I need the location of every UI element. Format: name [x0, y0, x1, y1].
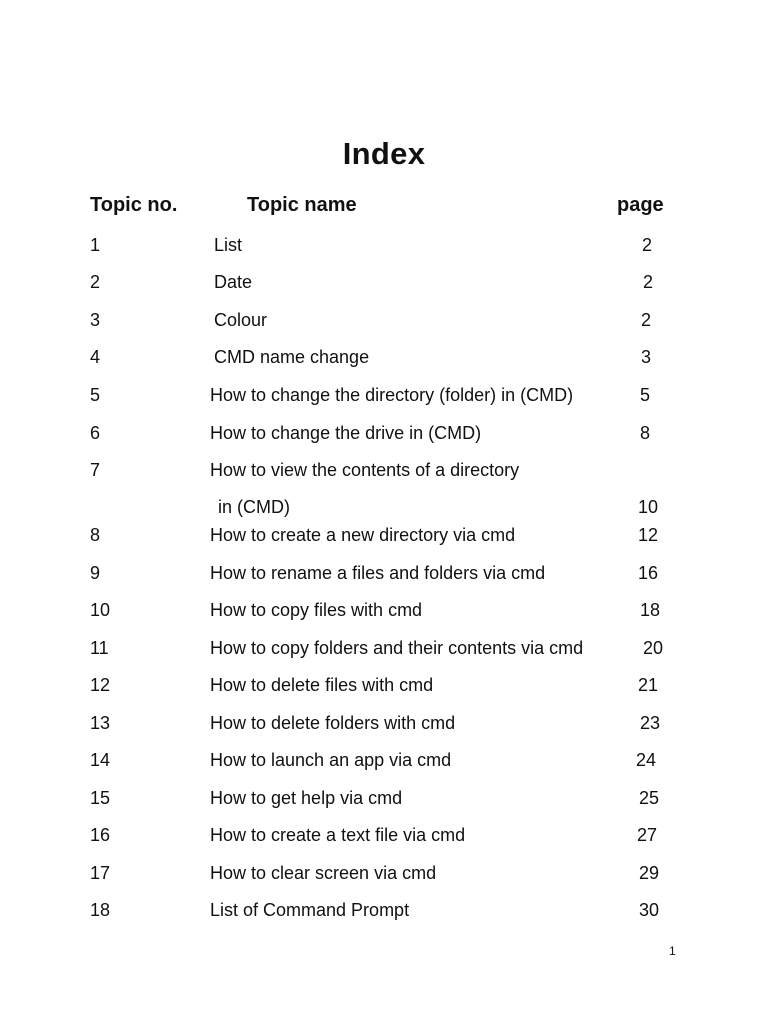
- topic-page: 10: [638, 497, 659, 517]
- topic-number: 15: [90, 788, 111, 808]
- index-row: [0, 235, 768, 265]
- topic-name: How to change the directory (folder) in (CMD): [210, 385, 574, 405]
- topic-name: How to delete files with cmd: [210, 675, 434, 695]
- index-row: [0, 347, 768, 377]
- index-row: [0, 600, 768, 630]
- index-row: [0, 272, 768, 302]
- topic-page: 23: [640, 713, 661, 733]
- index-row: [0, 638, 768, 668]
- topic-number: 16: [90, 825, 111, 845]
- index-row: [0, 825, 768, 855]
- topic-page: 21: [638, 675, 659, 695]
- index-row: [0, 310, 768, 340]
- topic-number: 13: [90, 713, 111, 733]
- topic-page: 25: [639, 788, 660, 808]
- topic-page: 18: [640, 600, 661, 620]
- header-topic-name: Topic name: [247, 194, 357, 216]
- topic-page: 27: [637, 825, 658, 845]
- topic-name: How to view the contents of a directory: [210, 460, 520, 480]
- index-row: [0, 525, 768, 555]
- topic-page: 8: [640, 423, 651, 443]
- topic-name: How to copy folders and their contents via cmd: [210, 638, 584, 658]
- topic-number: 10: [90, 600, 111, 620]
- index-row: [0, 423, 768, 453]
- index-row: [0, 788, 768, 818]
- topic-name: How to delete folders with cmd: [210, 713, 456, 733]
- topic-number: 11: [90, 638, 109, 658]
- topic-page: 16: [638, 563, 659, 583]
- header-page: page: [617, 194, 664, 216]
- topic-number: 9: [90, 563, 101, 583]
- topic-number: 4: [90, 347, 101, 367]
- index-row: [0, 713, 768, 743]
- topic-page: 12: [638, 525, 659, 545]
- topic-page: 2: [641, 310, 652, 330]
- topic-name: List: [214, 235, 243, 255]
- topic-number: 14: [90, 750, 111, 770]
- topic-name: How to create a new directory via cmd: [210, 525, 516, 545]
- topic-page: 2: [642, 235, 653, 255]
- topic-name: List of Command Prompt: [210, 900, 410, 920]
- topic-page: 2: [643, 272, 654, 292]
- topic-name: How to change the drive in (CMD): [210, 423, 482, 443]
- topic-name: How to copy files with cmd: [210, 600, 423, 620]
- topic-number: 7: [90, 460, 101, 480]
- index-row: [0, 900, 768, 930]
- topic-name: Colour: [214, 310, 268, 330]
- index-row: [0, 460, 768, 490]
- topic-page: 5: [640, 385, 651, 405]
- index-row: [0, 675, 768, 705]
- topic-number: 8: [90, 525, 101, 545]
- index-row: [0, 863, 768, 893]
- index-row: [0, 497, 768, 527]
- topic-number: 5: [90, 385, 101, 405]
- topic-name: CMD name change: [214, 347, 370, 367]
- header-topic-no: Topic no.: [90, 194, 178, 216]
- topic-number: 2: [90, 272, 101, 292]
- topic-number: 17: [90, 863, 111, 883]
- topic-name: How to create a text file via cmd: [210, 825, 466, 845]
- topic-page: 24: [636, 750, 657, 770]
- topic-name: in (CMD): [218, 497, 290, 517]
- topic-name: How to get help via cmd: [210, 788, 403, 808]
- index-row: [0, 750, 768, 780]
- index-row: [0, 563, 768, 593]
- topic-name: How to launch an app via cmd: [210, 750, 452, 770]
- index-row: [0, 385, 768, 415]
- topic-number: 1: [90, 235, 101, 255]
- page-title: Index: [342, 136, 426, 171]
- topic-number: 12: [90, 675, 111, 695]
- topic-name: How to clear screen via cmd: [210, 863, 437, 883]
- topic-name: Date: [214, 272, 253, 292]
- topic-number: 18: [90, 900, 111, 920]
- topic-number: 6: [90, 423, 101, 443]
- topic-number: 3: [90, 310, 101, 330]
- topic-page: 29: [639, 863, 660, 883]
- topic-page: 20: [643, 638, 664, 658]
- topic-name: How to rename a files and folders via cmd: [210, 563, 546, 583]
- topic-page: 30: [639, 900, 660, 920]
- page-number: 1: [669, 944, 676, 958]
- topic-page: 3: [641, 347, 652, 367]
